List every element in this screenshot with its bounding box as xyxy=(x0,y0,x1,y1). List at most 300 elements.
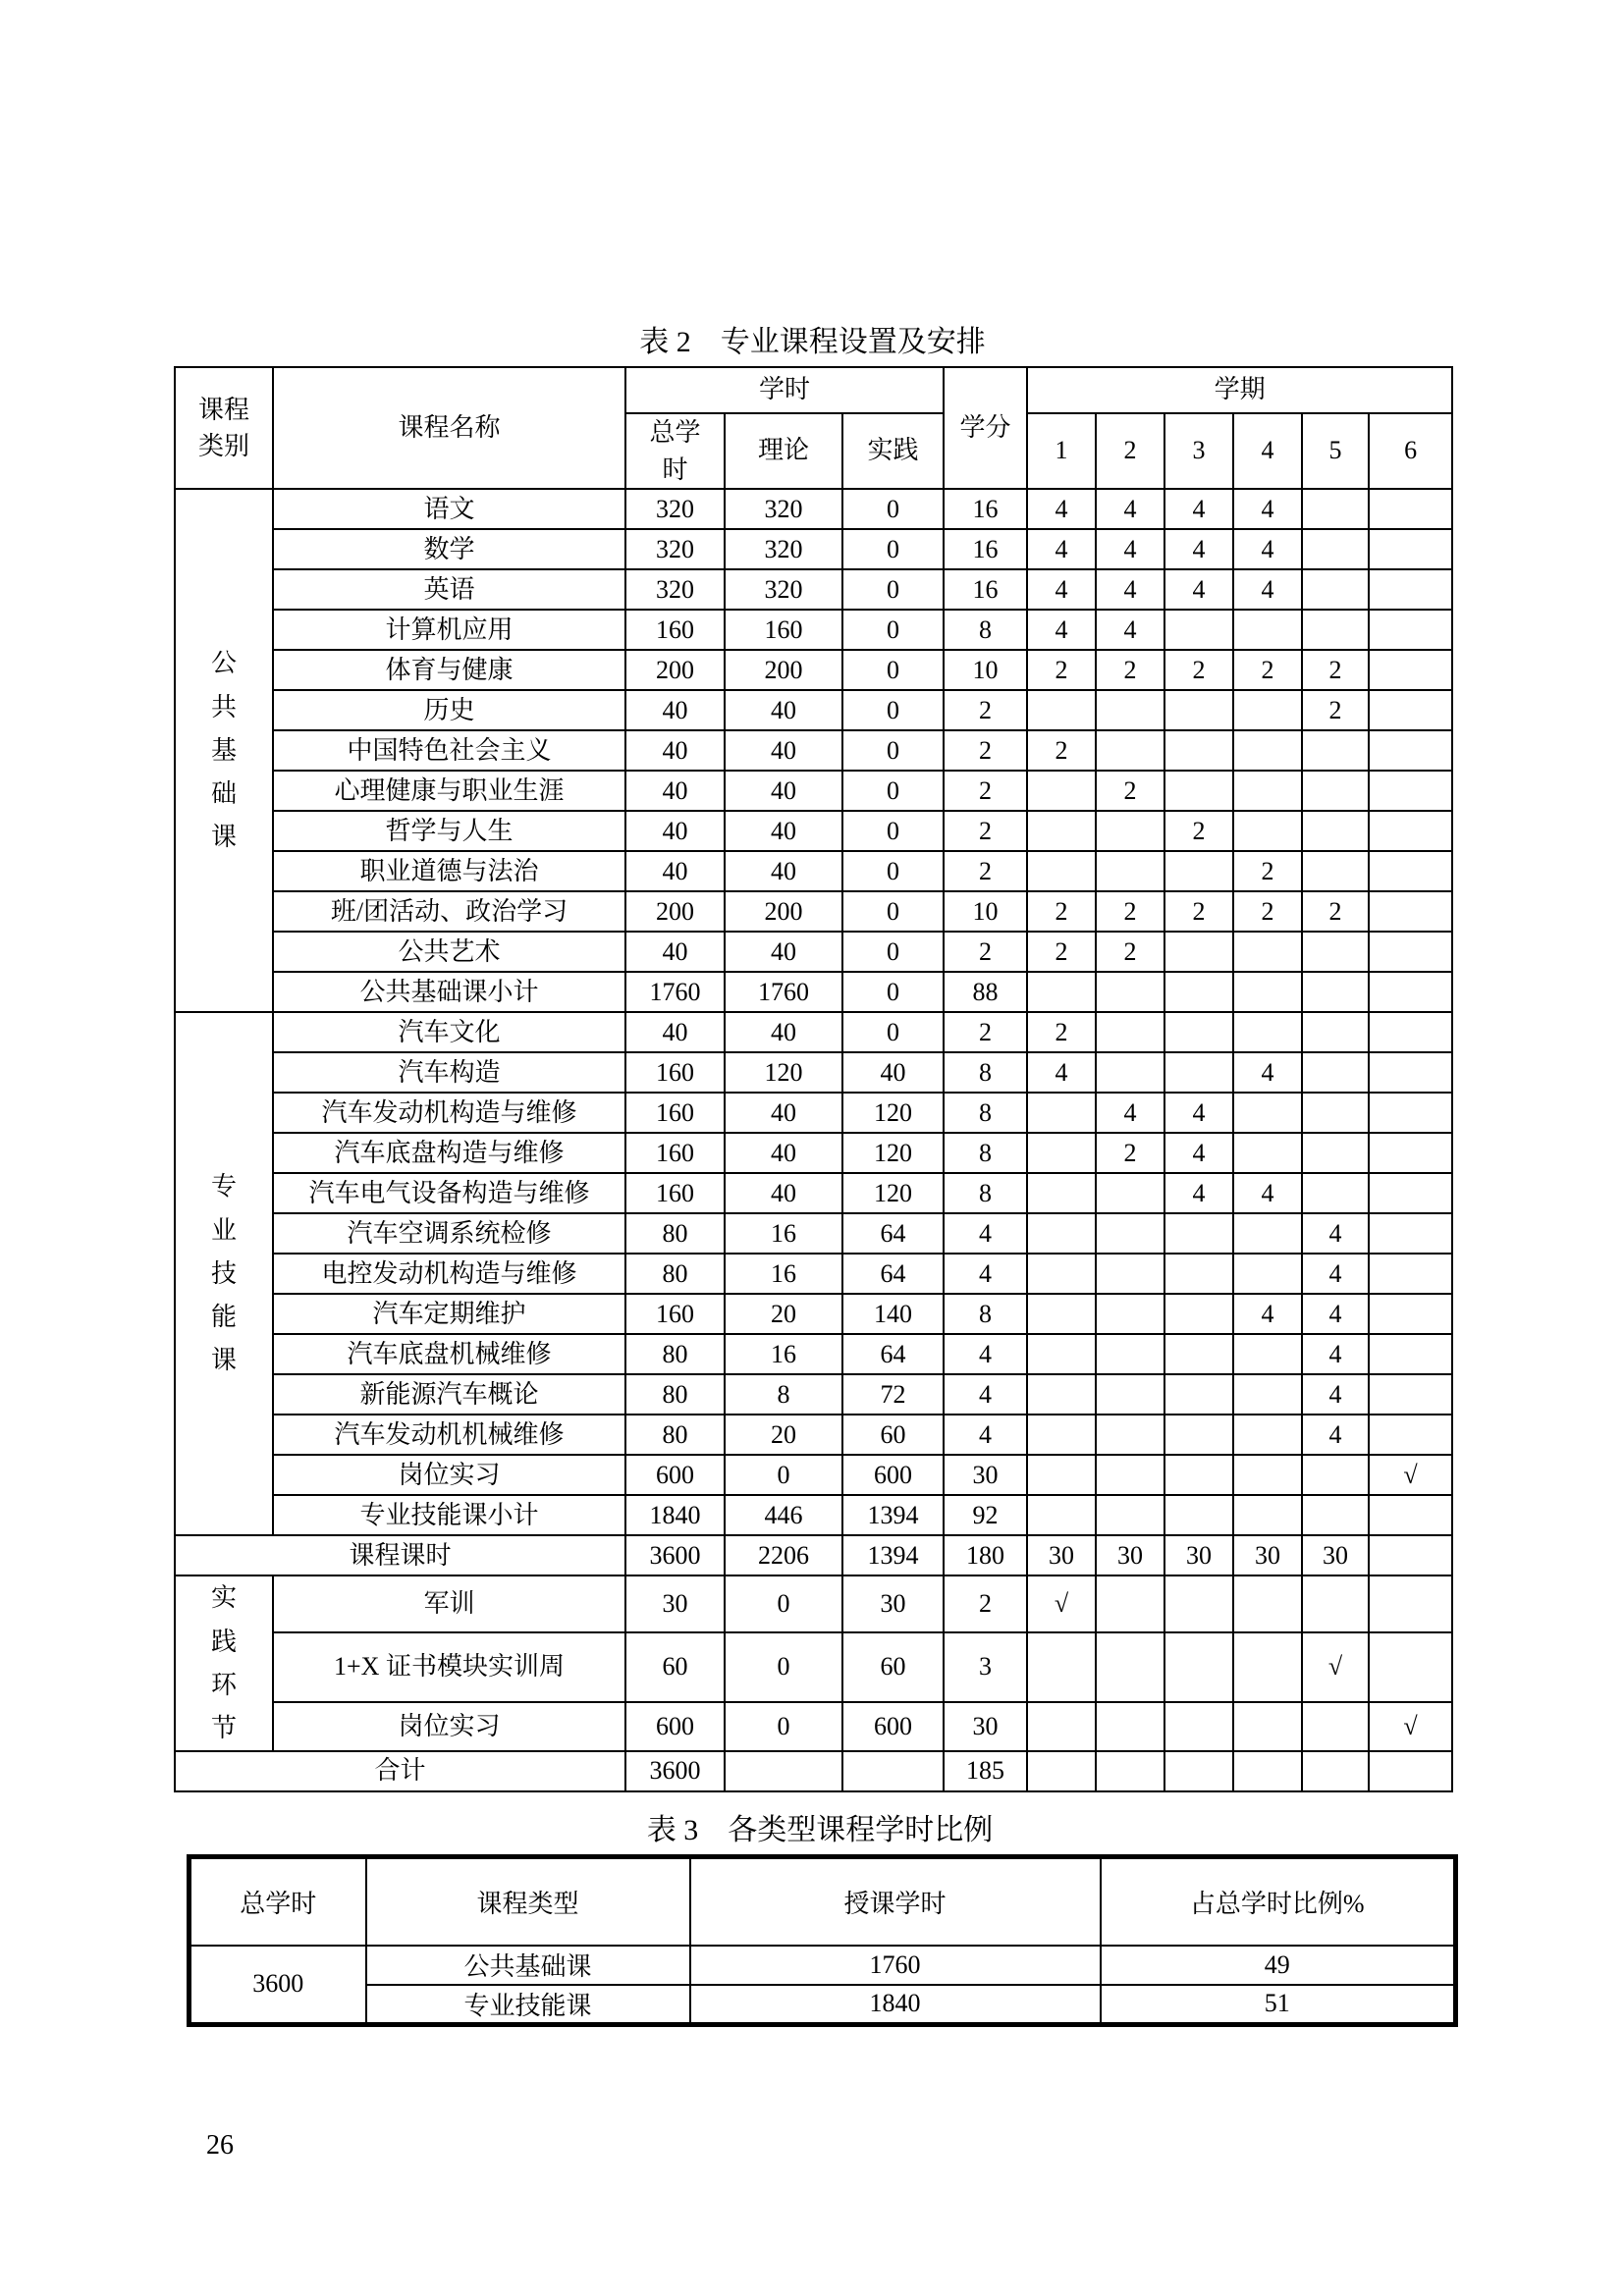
header-row-1 xyxy=(175,367,1452,413)
credits-cell: 8 xyxy=(944,1294,1027,1334)
theory-hours-cell: 120 xyxy=(725,1052,842,1093)
practice-hours-cell: 72 xyxy=(842,1374,944,1415)
semester-cell: 4 xyxy=(1233,1052,1302,1093)
credits-cell: 10 xyxy=(944,650,1027,690)
category-cell-label: 实践环节 xyxy=(210,1583,237,1742)
teaching-hours-cell: 1760 xyxy=(690,1946,1101,1985)
theory-hours-cell: 200 xyxy=(725,891,842,932)
semester-cell xyxy=(1369,1632,1452,1701)
total-hours-cell: 80 xyxy=(625,1334,725,1374)
credits-cell: 16 xyxy=(944,569,1027,610)
semester-cell xyxy=(1369,569,1452,610)
semester-cell: 2 xyxy=(1096,932,1164,972)
credits-cell: 30 xyxy=(944,1455,1027,1495)
credits-cell: 16 xyxy=(944,529,1027,569)
semester-cell xyxy=(1164,1751,1233,1791)
course-row xyxy=(175,891,1452,932)
course-row xyxy=(175,1173,1452,1213)
header-semester-group: 学期 xyxy=(1027,367,1452,413)
semester-cell: 2 xyxy=(1164,811,1233,851)
semester-cell xyxy=(1096,1052,1164,1093)
course-row xyxy=(175,730,1452,771)
table3-container xyxy=(187,1812,1453,2027)
header-category-label: 课程类别 xyxy=(197,395,249,461)
semester-cell xyxy=(1027,690,1096,730)
semester-cell: 4 xyxy=(1233,489,1302,529)
course-name-cell: 班/团活动、政治学习 xyxy=(273,891,625,932)
course-name-cell: 岗位实习 xyxy=(273,1702,625,1751)
t3-header-percent: 占总学时比例% xyxy=(1101,1857,1456,1946)
credits-cell: 4 xyxy=(944,1213,1027,1254)
practice-hours-cell: 120 xyxy=(842,1133,944,1173)
semester-cell xyxy=(1369,972,1452,1012)
credits-cell: 30 xyxy=(944,1702,1027,1751)
theory-hours-cell: 0 xyxy=(725,1455,842,1495)
course-name-cell: 汽车文化 xyxy=(273,1012,625,1052)
table3-title: 表 3 各类型课程学时比例 xyxy=(646,1814,994,1846)
course-row xyxy=(175,690,1452,730)
course-name-cell: 公共艺术 xyxy=(273,932,625,972)
table3-row xyxy=(189,1946,1456,1985)
semester-cell xyxy=(1369,771,1452,811)
table2-body xyxy=(175,489,1452,1791)
course-name-cell: 专业技能课小计 xyxy=(273,1495,625,1535)
credits-cell: 88 xyxy=(944,972,1027,1012)
semester-cell: 4 xyxy=(1302,1294,1369,1334)
header-practice: 实践 xyxy=(842,413,944,489)
total-hours-cell: 600 xyxy=(625,1702,725,1751)
semester-cell: 4 xyxy=(1096,569,1164,610)
semester-cell xyxy=(1027,1702,1096,1751)
credits-cell: 2 xyxy=(944,690,1027,730)
total-hours-cell: 80 xyxy=(625,1213,725,1254)
semester-cell xyxy=(1096,1012,1164,1052)
course-name-cell: 电控发动机构造与维修 xyxy=(273,1254,625,1294)
theory-hours-cell: 40 xyxy=(725,811,842,851)
course-row xyxy=(175,1374,1452,1415)
semester-cell xyxy=(1164,730,1233,771)
total-hours-cell: 160 xyxy=(625,610,725,650)
semester-cell xyxy=(1164,1632,1233,1701)
semester-cell xyxy=(1233,771,1302,811)
t3-header-total-hours: 总学时 xyxy=(189,1857,366,1946)
table3-header xyxy=(189,1857,1456,1946)
practice-hours-cell: 120 xyxy=(842,1173,944,1213)
semester-cell xyxy=(1027,1133,1096,1173)
semester-cell xyxy=(1369,730,1452,771)
course-name-cell: 汽车底盘机械维修 xyxy=(273,1334,625,1374)
header-semester-3: 3 xyxy=(1164,413,1233,489)
total-hours-cell: 40 xyxy=(625,690,725,730)
total-hours-cell: 40 xyxy=(625,851,725,891)
grand-total-row xyxy=(175,1751,1452,1791)
header-semester-4: 4 xyxy=(1233,413,1302,489)
course-name-cell: 汽车底盘构造与维修 xyxy=(273,1133,625,1173)
teaching-hours-cell: 1840 xyxy=(690,1985,1101,2025)
theory-hours-cell: 320 xyxy=(725,569,842,610)
course-name-cell: 汽车发动机构造与维修 xyxy=(273,1093,625,1133)
header-theory: 理论 xyxy=(725,413,842,489)
practice-hours-cell: 0 xyxy=(842,1012,944,1052)
theory-hours-cell: 40 xyxy=(725,1173,842,1213)
semester-cell xyxy=(1302,1052,1369,1093)
semester-cell xyxy=(1096,730,1164,771)
table3-body xyxy=(189,1946,1456,2025)
course-row xyxy=(175,1294,1452,1334)
semester-cell xyxy=(1233,1415,1302,1455)
semester-cell: 4 xyxy=(1164,489,1233,529)
total-hours-cell: 160 xyxy=(625,1133,725,1173)
semester-cell xyxy=(1302,730,1369,771)
course-row xyxy=(175,851,1452,891)
credits-cell: 2 xyxy=(944,851,1027,891)
total-hours-cell: 160 xyxy=(625,1173,725,1213)
theory-hours-cell xyxy=(725,1751,842,1791)
t3-header-teaching-hours: 授课学时 xyxy=(690,1857,1101,1946)
semester-cell xyxy=(1302,1575,1369,1632)
semester-cell xyxy=(1302,610,1369,650)
practice-hours-cell: 0 xyxy=(842,932,944,972)
header-semester-1: 1 xyxy=(1027,413,1096,489)
semester-cell xyxy=(1027,771,1096,811)
semester-cell: 2 xyxy=(1164,650,1233,690)
theory-hours-cell: 20 xyxy=(725,1415,842,1455)
course-name-cell: 合计 xyxy=(175,1751,625,1791)
semester-cell xyxy=(1369,1012,1452,1052)
credits-cell: 2 xyxy=(944,1575,1027,1632)
credits-cell: 4 xyxy=(944,1254,1027,1294)
table2-title: 表 2 专业课程设置及安排 xyxy=(639,326,986,358)
credits-cell: 2 xyxy=(944,1012,1027,1052)
semester-cell: 4 xyxy=(1096,529,1164,569)
course-name-cell: 计算机应用 xyxy=(273,610,625,650)
course-row xyxy=(175,1495,1452,1535)
header-semester-6: 6 xyxy=(1369,413,1452,489)
total-hours-cell: 200 xyxy=(625,650,725,690)
semester-cell xyxy=(1233,1575,1302,1632)
table2-container xyxy=(174,324,1451,1792)
credits-cell: 4 xyxy=(944,1334,1027,1374)
semester-cell xyxy=(1302,932,1369,972)
semester-cell xyxy=(1369,1052,1452,1093)
course-row xyxy=(175,1213,1452,1254)
theory-hours-cell: 200 xyxy=(725,650,842,690)
semester-cell: 2 xyxy=(1027,932,1096,972)
semester-cell xyxy=(1233,1495,1302,1535)
course-name-cell: 英语 xyxy=(273,569,625,610)
semester-cell xyxy=(1369,1751,1452,1791)
semester-cell xyxy=(1096,1702,1164,1751)
total-hours-cell: 40 xyxy=(625,811,725,851)
theory-hours-cell: 320 xyxy=(725,529,842,569)
semester-cell: 4 xyxy=(1233,1173,1302,1213)
course-name-cell: 汽车定期维护 xyxy=(273,1294,625,1334)
course-row xyxy=(175,972,1452,1012)
semester-cell xyxy=(1164,851,1233,891)
total-hours-cell: 160 xyxy=(625,1294,725,1334)
semester-cell xyxy=(1027,1254,1096,1294)
semester-cell xyxy=(1233,1133,1302,1173)
semester-cell xyxy=(1369,690,1452,730)
course-type-cell: 公共基础课 xyxy=(366,1946,690,1985)
semester-cell: 4 xyxy=(1302,1254,1369,1294)
practice-hours-cell: 600 xyxy=(842,1455,944,1495)
semester-cell xyxy=(1096,1751,1164,1791)
semester-cell xyxy=(1027,1213,1096,1254)
semester-cell xyxy=(1027,1173,1096,1213)
theory-hours-cell: 320 xyxy=(725,489,842,529)
theory-hours-cell: 40 xyxy=(725,1093,842,1133)
course-row xyxy=(175,569,1452,610)
semester-cell xyxy=(1164,771,1233,811)
course-name-cell: 岗位实习 xyxy=(273,1455,625,1495)
total-hours-cell: 320 xyxy=(625,569,725,610)
semester-cell: 30 xyxy=(1164,1535,1233,1575)
semester-cell xyxy=(1164,932,1233,972)
course-name-cell: 体育与健康 xyxy=(273,650,625,690)
semester-cell xyxy=(1027,1294,1096,1334)
course-name-cell: 汽车构造 xyxy=(273,1052,625,1093)
practice-hours-cell: 40 xyxy=(842,1052,944,1093)
total-hours-cell: 1840 xyxy=(625,1495,725,1535)
semester-cell xyxy=(1027,1374,1096,1415)
semester-cell: 2 xyxy=(1027,891,1096,932)
semester-cell xyxy=(1233,1254,1302,1294)
practice-hours-cell: 0 xyxy=(842,851,944,891)
semester-cell xyxy=(1096,1632,1164,1701)
semester-cell xyxy=(1164,1012,1233,1052)
semester-cell xyxy=(1369,1334,1452,1374)
header-total-hours xyxy=(625,413,725,489)
course-row xyxy=(175,1254,1452,1294)
course-name-cell: 汽车发动机机械维修 xyxy=(273,1415,625,1455)
semester-cell: 4 xyxy=(1027,489,1096,529)
semester-cell: 30 xyxy=(1233,1535,1302,1575)
theory-hours-cell: 40 xyxy=(725,730,842,771)
semester-cell: 4 xyxy=(1096,610,1164,650)
credits-cell: 2 xyxy=(944,811,1027,851)
semester-cell xyxy=(1233,1012,1302,1052)
semester-cell xyxy=(1302,1702,1369,1751)
semester-cell xyxy=(1302,972,1369,1012)
semester-cell xyxy=(1233,730,1302,771)
credits-cell: 185 xyxy=(944,1751,1027,1791)
theory-hours-cell: 16 xyxy=(725,1213,842,1254)
semester-cell xyxy=(1233,811,1302,851)
practice-hours-cell: 0 xyxy=(842,569,944,610)
semester-cell: 4 xyxy=(1302,1334,1369,1374)
category-cell-label: 公共基础课 xyxy=(210,649,237,852)
semester-cell: √ xyxy=(1369,1702,1452,1751)
course-row xyxy=(175,650,1452,690)
total-hours-cell: 30 xyxy=(625,1575,725,1632)
semester-cell xyxy=(1233,1374,1302,1415)
semester-cell: 4 xyxy=(1164,529,1233,569)
theory-hours-cell: 8 xyxy=(725,1374,842,1415)
credits-cell: 2 xyxy=(944,730,1027,771)
total-hours-cell: 80 xyxy=(625,1415,725,1455)
semester-cell xyxy=(1302,1133,1369,1173)
credits-cell: 8 xyxy=(944,1173,1027,1213)
credits-cell: 2 xyxy=(944,771,1027,811)
theory-hours-cell: 40 xyxy=(725,1133,842,1173)
semester-cell xyxy=(1164,1052,1233,1093)
semester-cell xyxy=(1369,1213,1452,1254)
theory-hours-cell: 160 xyxy=(725,610,842,650)
semester-cell xyxy=(1302,1173,1369,1213)
semester-cell xyxy=(1027,1751,1096,1791)
category-cell xyxy=(175,1012,273,1535)
semester-cell: 4 xyxy=(1164,1093,1233,1133)
total-hours-cell: 3600 xyxy=(189,1946,366,2025)
course-name-cell: 新能源汽车概论 xyxy=(273,1374,625,1415)
practice-hours-cell: 140 xyxy=(842,1294,944,1334)
practice-hours-cell: 0 xyxy=(842,690,944,730)
semester-cell: 4 xyxy=(1027,1052,1096,1093)
table3-header-row xyxy=(189,1857,1456,1946)
credits-cell: 16 xyxy=(944,489,1027,529)
semester-cell xyxy=(1164,1702,1233,1751)
total-hours-cell: 40 xyxy=(625,771,725,811)
semester-cell: 2 xyxy=(1302,891,1369,932)
total-hours-cell: 40 xyxy=(625,932,725,972)
semester-cell xyxy=(1369,1093,1452,1133)
semester-cell xyxy=(1164,1294,1233,1334)
semester-cell xyxy=(1233,1093,1302,1133)
credits-cell: 2 xyxy=(944,932,1027,972)
theory-hours-cell: 1760 xyxy=(725,972,842,1012)
semester-cell xyxy=(1027,1495,1096,1535)
theory-hours-cell: 0 xyxy=(725,1632,842,1701)
semester-cell: 4 xyxy=(1233,529,1302,569)
semester-cell xyxy=(1233,1751,1302,1791)
total-hours-cell: 1760 xyxy=(625,972,725,1012)
practice-hours-cell: 0 xyxy=(842,489,944,529)
semester-cell: 2 xyxy=(1302,650,1369,690)
semester-cell xyxy=(1027,1415,1096,1455)
semester-cell: 4 xyxy=(1096,1093,1164,1133)
theory-hours-cell: 446 xyxy=(725,1495,842,1535)
semester-cell xyxy=(1233,1632,1302,1701)
credits-cell: 10 xyxy=(944,891,1027,932)
course-name-cell: 汽车电气设备构造与维修 xyxy=(273,1173,625,1213)
course-row xyxy=(175,529,1452,569)
total-hours-cell: 80 xyxy=(625,1374,725,1415)
course-row xyxy=(175,1334,1452,1374)
semester-cell xyxy=(1369,529,1452,569)
practice-hours-cell: 60 xyxy=(842,1415,944,1455)
credits-cell: 180 xyxy=(944,1535,1027,1575)
total-hours-cell: 40 xyxy=(625,1012,725,1052)
semester-cell xyxy=(1302,1455,1369,1495)
practice-hours-cell: 0 xyxy=(842,730,944,771)
theory-hours-cell: 40 xyxy=(725,1012,842,1052)
credits-cell: 92 xyxy=(944,1495,1027,1535)
semester-cell: 30 xyxy=(1096,1535,1164,1575)
semester-cell xyxy=(1369,1374,1452,1415)
semester-cell xyxy=(1164,1374,1233,1415)
credits-cell: 8 xyxy=(944,1052,1027,1093)
semester-cell xyxy=(1233,690,1302,730)
semester-cell xyxy=(1164,1575,1233,1632)
table2-course-schedule xyxy=(174,366,1453,1792)
credits-cell: 4 xyxy=(944,1374,1027,1415)
practice-hours-cell: 60 xyxy=(842,1632,944,1701)
semester-cell: 2 xyxy=(1233,891,1302,932)
credits-cell: 4 xyxy=(944,1415,1027,1455)
theory-hours-cell: 0 xyxy=(725,1702,842,1751)
theory-hours-cell: 2206 xyxy=(725,1535,842,1575)
practice-hours-cell: 0 xyxy=(842,771,944,811)
semester-cell: 4 xyxy=(1233,569,1302,610)
semester-cell: 4 xyxy=(1302,1374,1369,1415)
semester-cell: 4 xyxy=(1027,529,1096,569)
semester-cell xyxy=(1302,1093,1369,1133)
semester-cell xyxy=(1369,1415,1452,1455)
page-number: 26 xyxy=(206,2130,234,2161)
practice-hours-cell: 30 xyxy=(842,1575,944,1632)
semester-cell xyxy=(1027,811,1096,851)
category-cell-label: 专业技能课 xyxy=(210,1172,237,1375)
semester-cell xyxy=(1096,1495,1164,1535)
semester-cell xyxy=(1369,1133,1452,1173)
semester-cell: 2 xyxy=(1233,650,1302,690)
semester-cell xyxy=(1096,1173,1164,1213)
course-hours-total-row xyxy=(175,1535,1452,1575)
semester-cell: 4 xyxy=(1233,1294,1302,1334)
semester-cell xyxy=(1369,891,1452,932)
semester-cell: 4 xyxy=(1164,1173,1233,1213)
semester-cell xyxy=(1369,1495,1452,1535)
total-hours-cell: 80 xyxy=(625,1254,725,1294)
semester-cell xyxy=(1233,1702,1302,1751)
total-hours-cell: 600 xyxy=(625,1455,725,1495)
semester-cell xyxy=(1302,529,1369,569)
semester-cell xyxy=(1096,1213,1164,1254)
semester-cell xyxy=(1302,1495,1369,1535)
semester-cell xyxy=(1369,932,1452,972)
semester-cell xyxy=(1164,690,1233,730)
credits-cell: 8 xyxy=(944,1133,1027,1173)
header-total-hours-label: 总学时 xyxy=(649,418,701,484)
practice-row xyxy=(175,1575,1452,1632)
header-hours-group: 学时 xyxy=(625,367,944,413)
theory-hours-cell: 16 xyxy=(725,1334,842,1374)
category-cell xyxy=(175,489,273,1012)
header-category xyxy=(175,367,273,489)
practice-hours-cell: 64 xyxy=(842,1334,944,1374)
semester-cell xyxy=(1233,972,1302,1012)
semester-cell: 4 xyxy=(1164,1133,1233,1173)
semester-cell xyxy=(1233,610,1302,650)
course-name-cell: 数学 xyxy=(273,529,625,569)
theory-hours-cell: 40 xyxy=(725,690,842,730)
semester-cell xyxy=(1233,1213,1302,1254)
semester-cell xyxy=(1164,610,1233,650)
course-name-cell: 公共基础课小计 xyxy=(273,972,625,1012)
semester-cell xyxy=(1233,932,1302,972)
header-semester-2: 2 xyxy=(1096,413,1164,489)
semester-cell: 2 xyxy=(1302,690,1369,730)
theory-hours-cell: 16 xyxy=(725,1254,842,1294)
course-name-cell: 心理健康与职业生涯 xyxy=(273,771,625,811)
semester-cell xyxy=(1164,1415,1233,1455)
semester-cell xyxy=(1096,811,1164,851)
practice-hours-cell: 0 xyxy=(842,972,944,1012)
course-row xyxy=(175,1052,1452,1093)
semester-cell: 4 xyxy=(1302,1415,1369,1455)
semester-cell: 2 xyxy=(1027,730,1096,771)
